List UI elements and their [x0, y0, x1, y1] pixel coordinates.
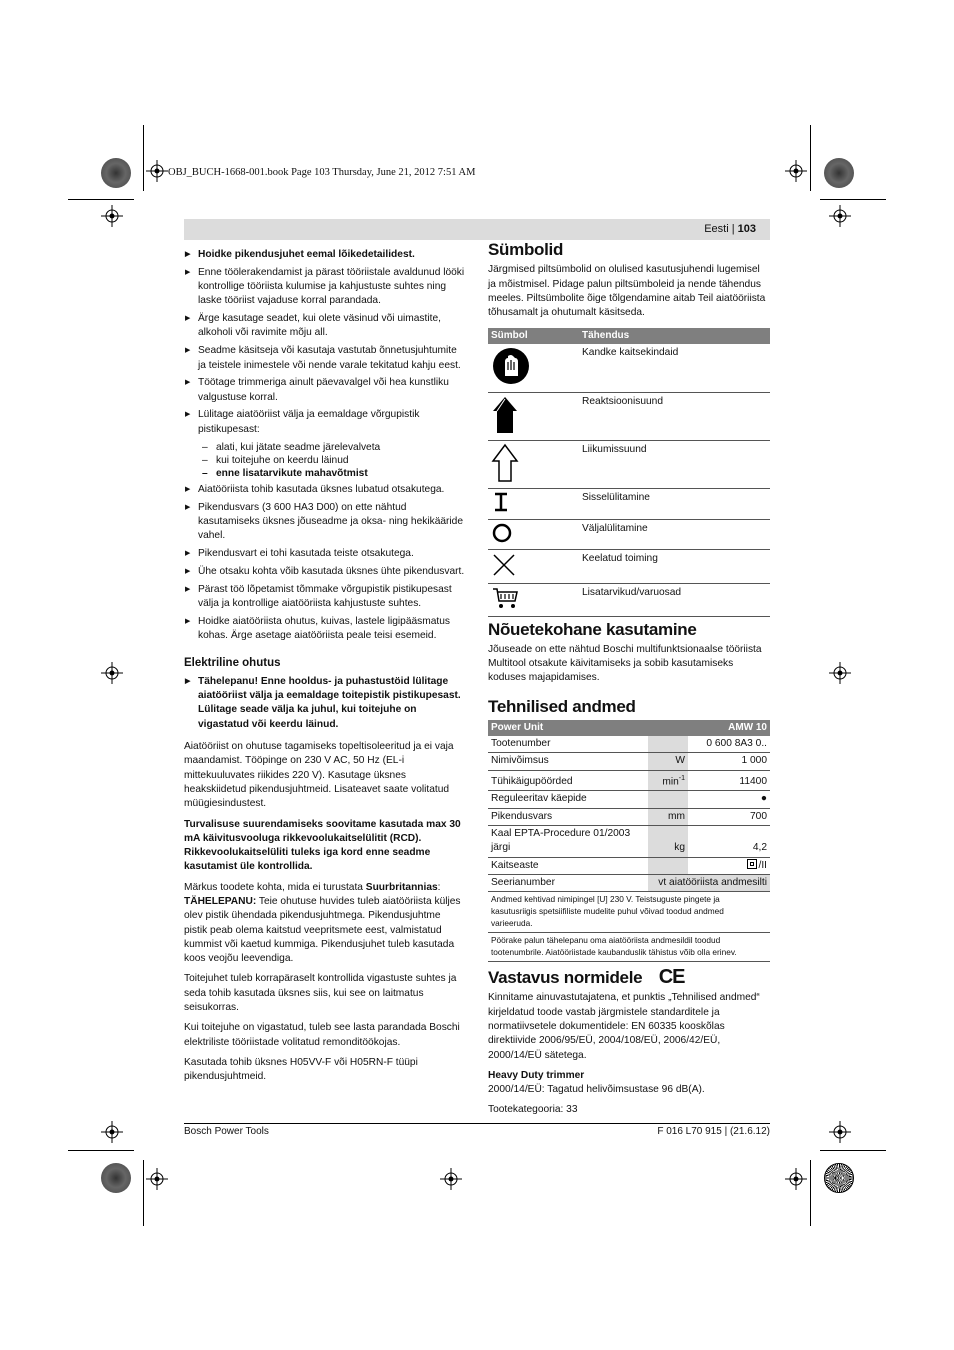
table-cell	[488, 519, 579, 549]
table-cell: Pikendusvars	[488, 808, 648, 825]
movement-arrow-icon	[491, 443, 519, 483]
table-row	[488, 791, 770, 808]
table-cell: kg	[648, 825, 688, 857]
table-row	[488, 344, 770, 392]
table-cell: Nimivõimsus	[488, 753, 648, 770]
list-item: ▶ Töötage trimmeriga ainult päevavalgel või hea kunstliku valgustuse korral.	[184, 376, 466, 405]
list-item: ▶ Pikendusvars (3 600 HA3 D00) on ette nähtud kasutamiseks üksnes jõuseadme ja oksa- ning hekikääride vahel.	[184, 501, 466, 544]
ce-mark-icon: CE	[658, 966, 685, 989]
unit: min	[662, 776, 679, 788]
table-cell	[688, 857, 770, 874]
table-cell	[488, 584, 579, 616]
table-cell: Lisatarvikud/varuosad	[579, 584, 770, 616]
list-item: ▶ Pärast töö lõpetamist tõmmake võrgupistik pistikupesast välja ja kontrollige aiatööriista kahjustuste suhtes.	[184, 583, 466, 612]
switch-on-icon	[491, 491, 511, 513]
crop-mark	[143, 125, 144, 191]
language-label: Eesti	[704, 223, 729, 235]
list-item: ▶ Lülitage aiatööriist välja ja eemaldage võrgupistik pistikupesast:	[184, 408, 466, 437]
registration-mark-icon	[785, 160, 807, 182]
table-cell: 1 000	[688, 753, 770, 770]
crop-mark	[68, 199, 134, 200]
list-item: ▶ Enne töölerakendamist ja pärast tööriistale avaldunud lööki kontrollige tööriista kulumise ja kahjustuste suhtes ning laske tööriist vajaduse korral parandada.	[184, 266, 466, 309]
table-cell: Seerianumber	[491, 876, 555, 888]
list-item: ▶ Aiatööriista tohib kasutada üksnes lubatud otsakutega.	[184, 483, 466, 497]
list-item: ▶ Hoidke aiatööriista ohutus, kuivas, lastele ligipääsmatus kohas. Ärge asetage aiatööriista peale teisi esemeid.	[184, 615, 466, 644]
list-item: ▶ Tähelepanu! Enne hooldus- ja puhastustöid lülitage aiatööriist välja ja eemaldage toitepistik pistikupesast. Lülitage seade välja ka juhul, kui toitejuhe on vigastatud või keerdu läinud.	[184, 675, 466, 732]
text: :	[437, 881, 441, 893]
table-cell: ●	[688, 791, 770, 808]
table-row	[488, 874, 770, 891]
left-column	[184, 248, 466, 1091]
registration-mark-icon	[829, 1121, 851, 1143]
color-target-icon	[824, 1163, 854, 1193]
table-cell: Sisselülitamine	[579, 489, 770, 519]
table-cell	[648, 857, 688, 874]
text: TÄHELEPANU:	[184, 895, 257, 907]
column-header: Tähendus	[579, 328, 770, 344]
paragraph: Tootekategooria: 33	[488, 1104, 578, 1116]
page-header-text	[704, 223, 756, 235]
table-cell: W	[648, 753, 688, 770]
registration-mark-icon	[101, 205, 123, 227]
reaction-arrow-icon	[491, 395, 519, 435]
page-number: 103	[737, 223, 756, 235]
section-heading: Tehnilised andmed	[488, 696, 636, 716]
table-cell: Tühikäigupöörded	[488, 770, 648, 791]
text: Märkus toodete kohta, mida ei turustata	[184, 881, 366, 893]
paragraph: Toitejuhet tuleb korrapäraselt kontrollida vigastuste suhtes ja seda tohib kasutada üksnes siis, kui see on laitmatus seisukorras.	[184, 973, 457, 1014]
paragraph: 2000/14/EÜ: Tagatud helivõimsustase 96 dB(A).	[488, 1084, 705, 1096]
table-cell: Kaal EPTA-Procedure 01/2003 järgi	[488, 825, 648, 857]
paragraph: Jõuseade on ette nähtud Boschi multifunktsionaalse tööriista Multitool otsakute käivitamiseks ja sobib kasutamiseks koduses majapidamises.	[488, 643, 762, 684]
table-row	[488, 441, 770, 489]
table-row	[488, 857, 770, 874]
header-separator: |	[731, 223, 735, 235]
table-row	[488, 770, 770, 791]
table-cell: 0 600 8A3 0..	[688, 736, 770, 753]
list-item: ▶ Hoidke pikendusjuhet eemal lõikedetailidest.	[184, 248, 466, 262]
color-target-icon	[101, 1163, 131, 1193]
table-cell	[488, 344, 579, 392]
table-cell: 4,2	[688, 825, 770, 857]
column-header: AMW 10	[688, 720, 770, 736]
list-item: ▶ Ühe otsaku kohta võib kasutada üksnes ühte pikendusvart.	[184, 565, 466, 579]
paragraph: Kinnitame ainuvastutajatena, et punktis „Tehnilised andmed“ kirjeldatud toode vastab järgmistele standarditele ja normatiivsetele dokumentidele: EN 60335 kooskõlas direktiivide 2006/95/EÜ, 2004/108/EÜ, 2006/42/EÜ, 2000/14/EÜ sätetega.	[488, 992, 760, 1061]
product-name: Heavy Duty trimmer	[488, 1069, 585, 1081]
table-cell: mm	[648, 808, 688, 825]
table-cell: Liikumissuund	[579, 441, 770, 489]
text: Suurbritannias	[365, 881, 438, 893]
registration-mark-icon	[829, 205, 851, 227]
table-row	[488, 392, 770, 440]
switch-off-icon	[491, 522, 513, 544]
registration-mark-icon	[785, 1168, 807, 1190]
crop-mark	[820, 1150, 886, 1151]
section-heading: Nõuetekohane kasutamine	[488, 619, 697, 639]
table-row	[488, 753, 770, 770]
protection-class: /II	[758, 859, 767, 871]
table-note: Pöörake palun tähelepanu oma aiatööriista andmesildil toodud tootenumbrile. Aiatööriistade kaubanduslik tähistus võib olla erinev.	[488, 933, 770, 962]
registration-mark-icon	[101, 1121, 123, 1143]
table-row	[488, 736, 770, 753]
table-cell: Reaktsioonisuund	[579, 392, 770, 440]
table-cell	[648, 770, 688, 791]
registration-mark-icon	[101, 662, 123, 684]
double-insulation-icon	[747, 859, 757, 869]
color-target-icon	[101, 158, 131, 188]
table-note: Andmed kehtivad nimipingel [U] 230 V. Teistsuguste pingete ja kasutusriigis spetsiifiliste mudelite puhul võivad toodud andmed varieeruda.	[488, 891, 770, 933]
list-item: ▶ Pikendusvart ei tohi kasutada teiste otsakutega.	[184, 547, 466, 561]
footer-brand: Bosch Power Tools	[184, 1126, 269, 1137]
footer-doc-number: F 016 L70 915 | (21.6.12)	[657, 1126, 770, 1137]
registration-mark-icon	[146, 1168, 168, 1190]
table-cell: Reguleeritav käepide	[488, 791, 648, 808]
table-cell: Tootenumber	[488, 736, 648, 753]
column-header: Sümbol	[488, 328, 579, 344]
table-row	[488, 825, 770, 857]
accessories-cart-icon	[491, 586, 519, 610]
table-cell: Kaitseaste	[488, 857, 648, 874]
heading-text: Vastavus normidele	[488, 968, 643, 988]
section-heading: Elektriline ohutus	[184, 656, 281, 669]
table-row	[488, 584, 770, 616]
paragraph: Aiatööriist on ohutuse tagamiseks topeltisoleeritud ja ei vaja maandamist. Tööpinge on 230 V AC, 50 Hz (EL-i mittekuuluvates riikides 220 V). Kasutage üksnes heakskiidetud pikendusjuhtmeid. Lisateavet saate volitatud müügiesindustest.	[184, 741, 454, 810]
table-row	[488, 549, 770, 583]
table-cell: 11400	[688, 770, 770, 791]
paragraph: Turvalisuse suurendamiseks soovitame kasutada max 30 mA käivitusvooluga rikkevoolukaitselülitit (RCD). Rikkevoolukaitselüliti tuleks iga kord enne seadme kasutamist üle kontrollida.	[184, 818, 461, 873]
table-cell: Kandke kaitsekindaid	[579, 344, 770, 392]
table-cell	[488, 392, 579, 440]
crop-mark	[810, 1160, 811, 1226]
technical-data-table	[488, 720, 770, 891]
prohibited-icon	[491, 552, 517, 578]
column-header: Power Unit	[488, 720, 688, 736]
registration-mark-icon	[440, 1168, 462, 1190]
print-slug: OBJ_BUCH-1668-001.book Page 103 Thursday, June 21, 2012 7:51 AM	[168, 167, 476, 178]
paragraph: Järgmised piltsümbolid on olulised kasutusjuhendi lugemisel ja mõistmisel. Pidage palun piltsümboleid ja nende tähendus meeles. Piltsümbolite õige tõlgendamine aitab Teil aiatööriista tõhusamalt ja ohutumalt käsitseda.	[488, 264, 766, 319]
unit-exponent: -1	[678, 774, 685, 782]
text: Teie ohutuse huvides tuleb aiatööriista küljes olev pistik ühendada pikendusjuhtmega. Pikendusjuhtme pistik peab olema kaitstud veepritsmete eest, valmistatud kummist või kaetud kummiga. Pikendusjuhet tuleb kasutada koos veojõu leevendiga.	[184, 895, 461, 965]
table-row	[488, 489, 770, 519]
registration-mark-icon	[829, 662, 851, 684]
crop-mark	[810, 125, 811, 191]
paragraph: Kasutada tohib üksnes H05VV-F või H05RN-F tüüpi pikendusjuhtmeid.	[184, 1056, 418, 1083]
table-cell	[488, 549, 579, 583]
symbols-table	[488, 328, 770, 616]
section-heading	[488, 966, 770, 989]
table-row	[488, 519, 770, 549]
list-item: ▶ Seadme käsitseja või kasutaja vastutab õnnetusjuhtumite ja teistele inimestele või nende varale tekitatud kahju eest.	[184, 344, 466, 373]
table-cell: Väljalülitamine	[579, 519, 770, 549]
table-cell	[488, 489, 579, 519]
footer-rule	[184, 1123, 770, 1124]
right-column	[488, 240, 770, 1124]
paragraph: Kui toitejuhe on vigastatud, tuleb see lasta parandada Boschi elektriliste tööriistade volitatud remonditöökojas.	[184, 1022, 460, 1048]
page-header	[184, 219, 770, 240]
sub-list-item: – enne lisatarvikute mahavõtmist	[184, 467, 466, 480]
crop-mark	[143, 1160, 144, 1226]
table-cell	[488, 441, 579, 489]
list-item: ▶ Ärge kasutage seadet, kui olete väsinud või uimastite, alkoholi või ravimite mõju all.	[184, 312, 466, 341]
crop-mark	[820, 199, 886, 200]
registration-mark-icon	[146, 160, 168, 182]
section-heading: Sümbolid	[488, 240, 564, 259]
sub-list-item: – kui toitejuhe on keerdu läinud	[184, 454, 466, 467]
table-cell	[648, 736, 688, 753]
table-cell: vt aiatööriista andmesilti	[648, 874, 770, 891]
paragraph	[184, 881, 466, 967]
table-row	[488, 808, 770, 825]
table-cell	[648, 791, 688, 808]
crop-mark	[68, 1150, 134, 1151]
gloves-icon	[491, 346, 531, 386]
table-cell: 700	[688, 808, 770, 825]
sub-list-item: – alati, kui jätate seadme järelevalveta	[184, 441, 466, 454]
table-cell: Keelatud toiming	[579, 549, 770, 583]
color-target-icon	[824, 158, 854, 188]
